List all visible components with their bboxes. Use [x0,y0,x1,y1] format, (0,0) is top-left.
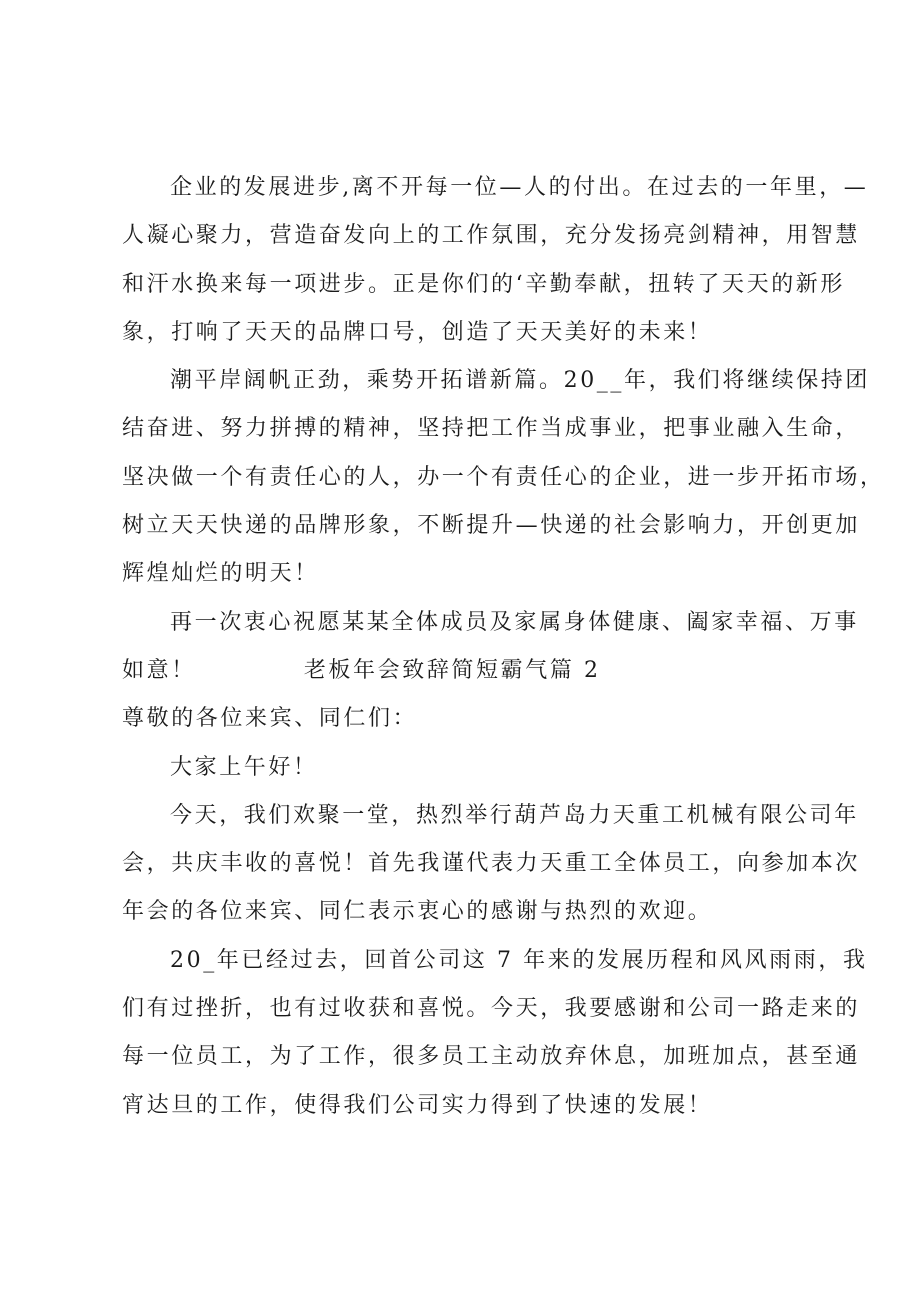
section-title: 老板年会致辞简短霸气篇 2 [303,657,601,683]
paragraph-line: 们有过挫折，也有过收获和喜悦。今天，我要感谢和公司一路走来的 [122,996,861,1022]
paragraph-line: 企业的发展进步,离不开每一位—人的付出。在过去的一年里，— [170,175,869,200]
paragraph-line: 20_年已经过去，回首公司这 7 年来的发展历程和风风雨雨，我 [170,947,868,973]
paragraph-line: 年会的各位来宾、同仁表示衷心的感谢与热烈的欢迎。 [122,899,713,925]
greeting: 大家上午好！ [170,754,318,780]
paragraph-line: 象，打响了天天的品牌口号，创造了天天美好的未来！ [122,319,713,345]
paragraph-line: 辉煌灿烂的明天！ [122,561,319,587]
paragraph-line: 再一次衷心祝愿某某全体成员及家属身体健康、阖家幸福、万事 [170,609,859,635]
paragraph-line: 和汗水换来每一项进步。正是你们的‘辛勤奉献，扭转了天天的新形 [122,271,845,297]
paragraph-line: 今天，我们欢聚一堂，热烈举行葫芦岛力天重工机械有限公司年 [170,802,859,828]
paragraph-line: 人凝心聚力，营造奋发向上的工作氛围，充分发扬亮剑精神，用智慧 [122,223,861,249]
paragraph-text: 如意！ [122,657,196,683]
paragraph-line-with-title [122,647,822,695]
paragraph-line: 结奋进、努力拼搏的精神，坚持把工作当成事业，把事业融入生命， [122,416,861,442]
paragraph-line: 会，共庆丰收的喜悦！首先我谨代表力天重工全体员工，向参加本次 [122,851,861,877]
paragraph-line: 每一位员工，为了工作，很多员工主动放弃休息，加班加点，甚至通 [122,1044,861,1070]
paragraph-line: 坚决做一个有责任心的人，办一个有责任心的企业，进一步开拓市场， [122,464,885,490]
salutation: 尊敬的各位来宾、同仁们： [122,706,418,732]
paragraph-line: 树立天天快递的品牌形象，不断提升—快递的社会影响力，开创更加 [122,513,861,539]
paragraph-line: 潮平岸阔帆正劲，乘势开拓谱新篇。20__年，我们将继续保持团 [170,368,870,394]
document-page [122,164,885,1130]
paragraph-line: 宵达旦的工作，使得我们公司实力得到了快速的发展！ [122,1092,713,1118]
